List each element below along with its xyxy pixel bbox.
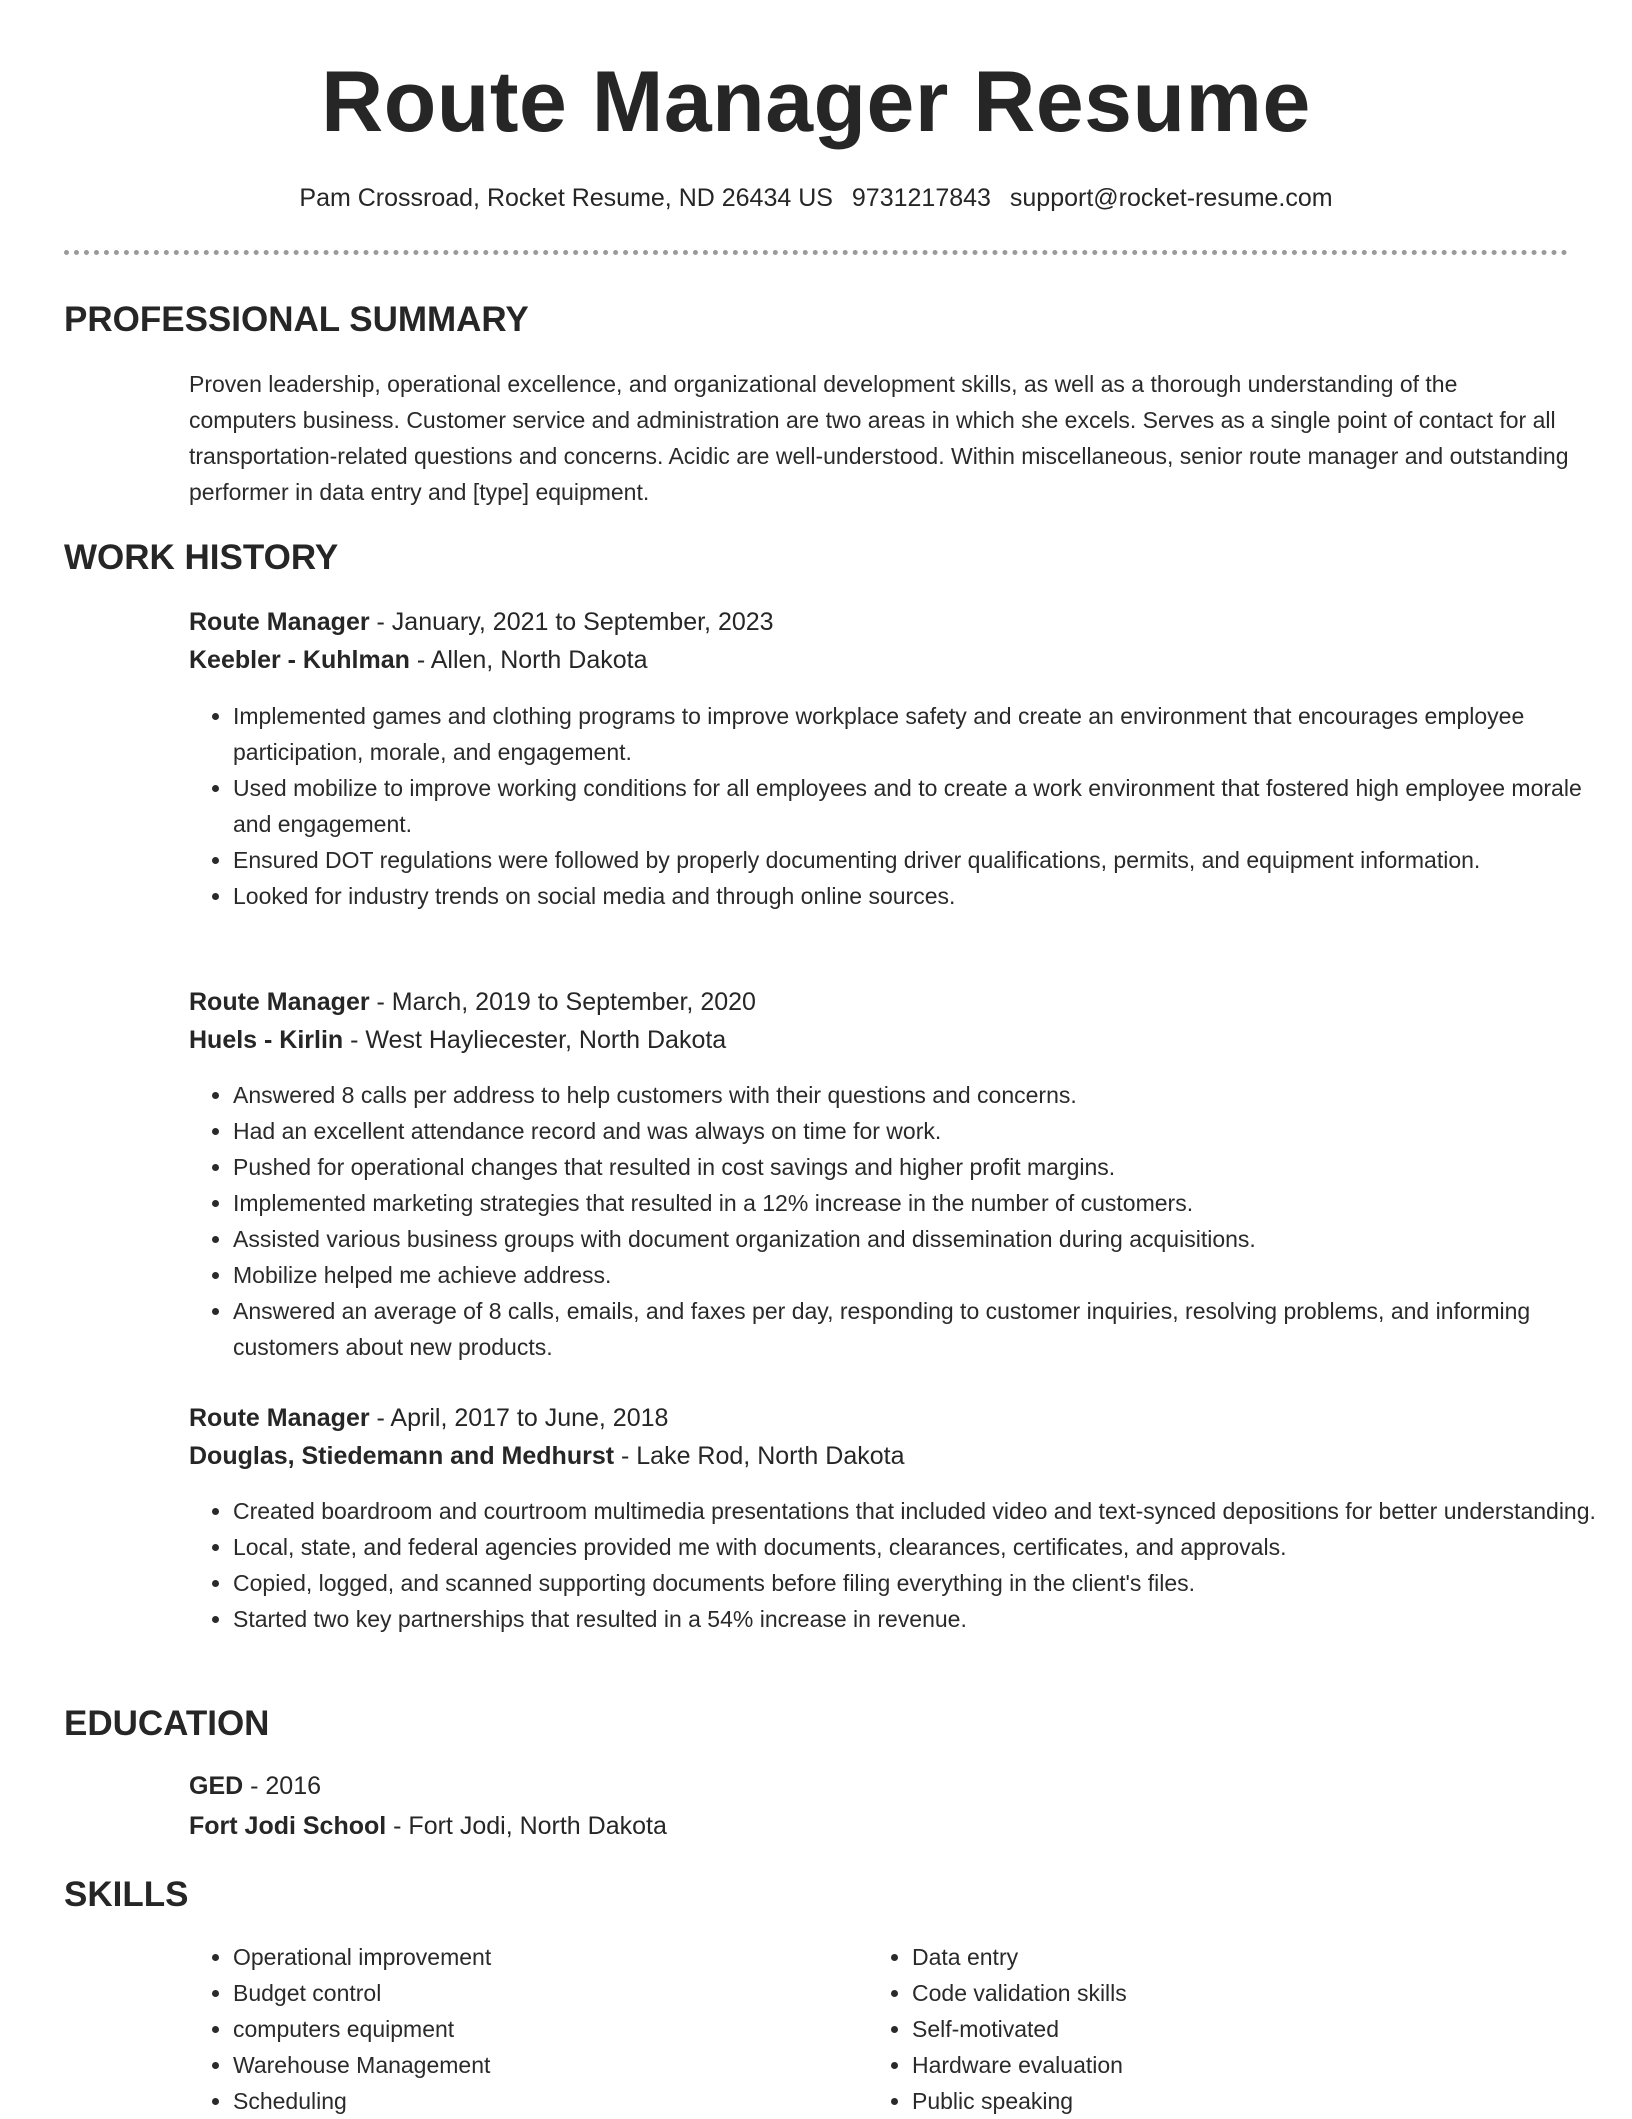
education-degree: GED [189,1772,244,1800]
list-item: • Implemented marketing strategies that resulted in a 12% increase in the number of customers. [233,1185,1623,1221]
job-3-bullets [189,1493,1623,1637]
job-2-title: Route Manager [189,988,370,1016]
summary-heading: PROFESSIONAL SUMMARY [64,300,529,339]
education-school-line [189,1808,667,1844]
list-item: • Implemented games and clothing programs to improve workplace safety and create an environment that encourages employee participation, morale, and engagement. [233,698,1623,770]
job-2-title-line [189,984,756,1020]
list-item: • Started two key partnerships that resulted in a 54% increase in revenue. [233,1601,1623,1637]
job-1-title: Route Manager [189,608,370,636]
education-location: - Fort Jodi, North Dakota [386,1812,667,1840]
list-item: • Public speaking [912,2083,1532,2119]
contact-email: support@rocket-resume.com [1009,184,1333,212]
job-2-bullets [189,1077,1623,1365]
job-1-company-line [189,642,648,678]
job-1-bullets [189,698,1623,914]
contact-line [0,180,1632,216]
job-3-location: - Lake Rod, North Dakota [614,1442,905,1470]
education-degree-line [189,1768,321,1804]
skills-right-column [868,1939,1532,2119]
education-school: Fort Jodi School [189,1812,387,1840]
work-history-heading: WORK HISTORY [64,538,339,577]
contact-address: Pam Crossroad, Rocket Resume, ND 26434 US [299,184,833,212]
job-3-dates: - April, 2017 to June, 2018 [369,1404,669,1432]
job-2-dates: - March, 2019 to September, 2020 [369,988,756,1016]
job-1-title-line [189,604,774,640]
list-item: • Used mobilize to improve working conditions for all employees and to create a work environment that fostered high employee morale and engagement. [233,770,1623,842]
education-heading: EDUCATION [64,1704,270,1743]
list-item: • Data entry [912,1939,1532,1975]
list-item: • Looked for industry trends on social media and through online sources. [233,878,1623,914]
list-item: • Code validation skills [912,1975,1532,2011]
job-2-company: Huels - Kirlin [189,1026,344,1054]
list-item: • Budget control [233,1975,853,2011]
job-1-company: Keebler - Kuhlman [189,646,410,674]
list-item: • Scheduling [233,2083,853,2119]
list-item: • Answered 8 calls per address to help customers with their questions and concerns. [233,1077,1623,1113]
job-2-location: - West Hayliecester, North Dakota [343,1026,727,1054]
list-item: • Copied, logged, and scanned supporting documents before filing everything in the client's files. [233,1565,1623,1601]
list-item: • Hardware evaluation [912,2047,1532,2083]
contact-phone: 9731217843 [851,184,991,212]
list-item: • Self-motivated [912,2011,1532,2047]
education-year: - 2016 [243,1772,322,1800]
resume-title: Route Manager Resume [321,54,1311,150]
list-item: • Had an excellent attendance record and was always on time for work. [233,1113,1623,1149]
list-item: • Operational improvement [233,1939,853,1975]
list-item: • Assisted various business groups with document organization and dissemination during acquisitions. [233,1221,1623,1257]
list-item: • Mobilize helped me achieve address. [233,1257,1623,1293]
job-3-company: Douglas, Stiedemann and Medhurst [189,1442,615,1470]
skills-left-column [189,1939,853,2119]
list-item: • Pushed for operational changes that resulted in cost savings and higher profit margins. [233,1149,1623,1185]
list-item: • computers equipment [233,2011,853,2047]
job-3-title-line [189,1400,668,1436]
list-item: • Ensured DOT regulations were followed by properly documenting driver qualifications, permits, and equipment information. [233,842,1623,878]
list-item: • Created boardroom and courtroom multimedia presentations that included video and text-synced depositions for better understanding. [233,1493,1623,1529]
job-3-title: Route Manager [189,1404,370,1432]
job-3-company-line [189,1438,904,1474]
job-1-dates: - January, 2021 to September, 2023 [369,608,774,636]
skills-heading: SKILLS [64,1875,189,1914]
header-divider [64,250,1568,255]
summary-text: Proven leadership, operational excellence, and organizational development skills, as well as a thorough understanding of the computers business. Customer service and administration are two areas in which she excels. Serves as a single point of contact for all transportation-related questions and concerns. Acidic are well-understood. Within miscellaneous, senior route manager and outstanding performer in data entry and [type] equipment. [189,371,1569,505]
list-item: • Warehouse Management [233,2047,853,2083]
list-item: • Local, state, and federal agencies provided me with documents, clearances, certificates, and approvals. [233,1529,1623,1565]
job-1-location: - Allen, North Dakota [409,646,648,674]
list-item: • Answered an average of 8 calls, emails, and faxes per day, responding to customer inquiries, resolving problems, and informing customers about new products. [233,1293,1623,1365]
job-2-company-line [189,1022,726,1058]
